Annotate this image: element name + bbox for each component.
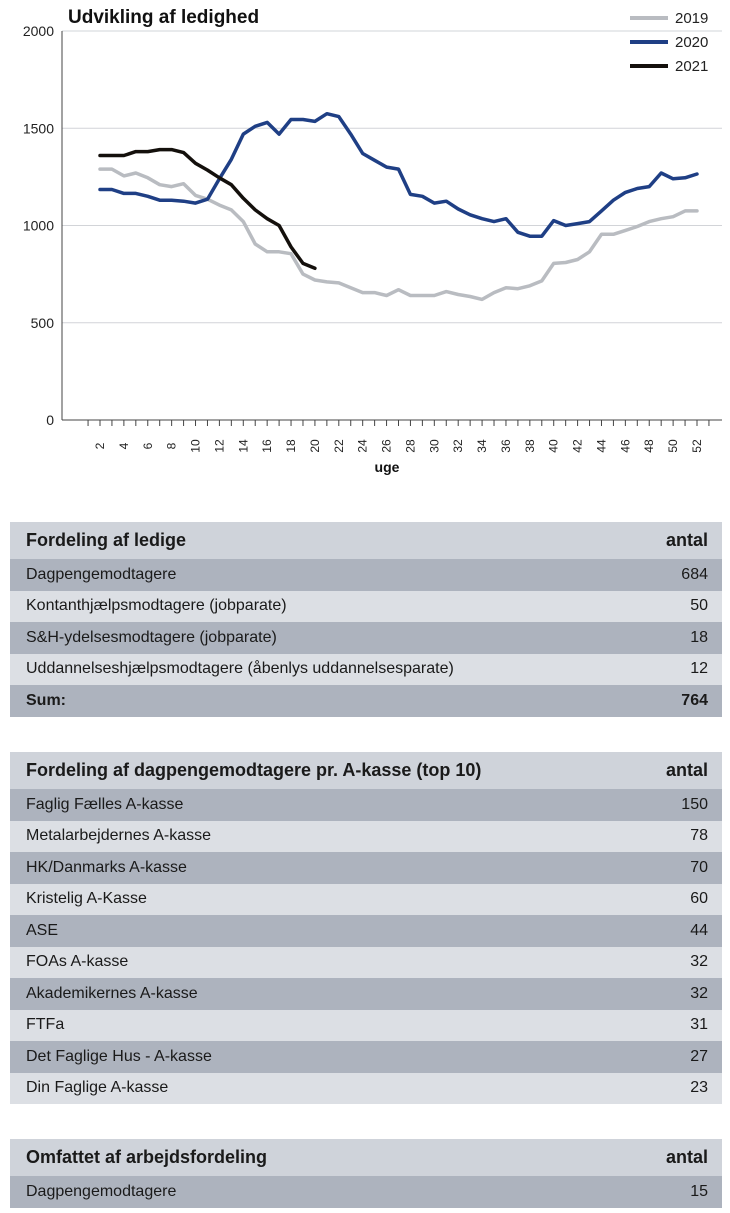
row-label: Det Faglige Hus - A-kasse [26, 1047, 212, 1065]
x-tick-label: 28 [403, 439, 418, 453]
series-line-2021 [100, 150, 315, 269]
table-row [10, 947, 722, 979]
x-tick-label: 20 [307, 439, 322, 453]
chart-title: Udvikling af ledighed [68, 7, 260, 28]
row-value: 12 [690, 660, 708, 678]
table-header [10, 752, 722, 789]
table-row [10, 978, 722, 1010]
table-row [10, 1073, 722, 1105]
row-value: 15 [690, 1182, 708, 1200]
column-header-antal: antal [665, 760, 708, 780]
table-row [10, 559, 722, 591]
x-tick-label: 22 [331, 439, 346, 453]
table-title: Fordeling af dagpengemodtagere pr. A-kasse (top 10) [26, 760, 482, 780]
table-row [10, 1010, 722, 1042]
table-row [10, 852, 722, 884]
x-tick-label: 36 [498, 439, 513, 453]
row-value: 684 [681, 565, 708, 583]
column-header-antal: antal [665, 530, 708, 550]
row-value: 70 [690, 858, 708, 876]
legend [630, 10, 708, 75]
grid-lines [62, 31, 722, 420]
x-axis-label: uge [374, 459, 400, 475]
x-tick-label: 34 [475, 439, 490, 453]
x-tick-label: 52 [690, 439, 704, 453]
x-tick-label: 8 [164, 442, 179, 450]
row-value: 18 [690, 628, 708, 646]
table-row [10, 884, 722, 916]
y-tick-label: 2000 [22, 23, 54, 39]
unemployment-chart [0, 0, 730, 490]
table-fordeling-akasse [10, 752, 722, 1104]
row-label: S&H-ydelsesmodtagere (jobparate) [26, 628, 277, 646]
column-header-antal: antal [665, 1147, 708, 1167]
row-label: Dagpengemodtagere [26, 565, 177, 583]
x-tick-label: 42 [570, 439, 585, 453]
x-tick-label: 4 [116, 442, 131, 450]
table-row-sum [10, 685, 722, 717]
x-tick-label: 38 [522, 439, 537, 453]
y-tick-label: 1000 [22, 217, 54, 234]
row-value: 50 [690, 597, 708, 615]
table-row [10, 789, 722, 821]
x-tick-label: 16 [260, 439, 275, 453]
table-row [10, 622, 722, 654]
row-label: Metalarbejdernes A-kasse [26, 827, 211, 845]
row-value: 31 [690, 1016, 708, 1034]
row-label: FOAs A-kasse [26, 953, 129, 971]
x-tick-label: 40 [546, 439, 561, 453]
table-row [10, 591, 722, 623]
x-tick-label: 26 [379, 439, 394, 453]
x-tick-label: 14 [236, 439, 251, 453]
row-value: 150 [681, 795, 708, 813]
row-label: Uddannelseshjælpsmodtagere (åbenlys uddannelsesparate) [26, 660, 454, 678]
x-tick-label: 10 [188, 439, 203, 453]
legend-label-2020: 2020 [675, 34, 709, 51]
y-tick-label: 500 [30, 314, 54, 331]
table-arbejdsfordeling [10, 1139, 722, 1208]
row-label: Kristelig A-Kasse [26, 890, 147, 908]
x-tick-label: 30 [427, 439, 442, 453]
x-axis [62, 31, 722, 453]
series-lines [100, 114, 697, 300]
legend-label-2021: 2021 [675, 58, 709, 75]
row-value: 60 [690, 890, 708, 908]
row-label: Akademikernes A-kasse [26, 984, 198, 1002]
table-header [10, 522, 722, 559]
row-value: 23 [690, 1079, 708, 1097]
row-value: 44 [690, 921, 708, 939]
row-label: Kontanthjælpsmodtagere (jobparate) [26, 597, 287, 615]
x-tick-label: 50 [666, 439, 681, 453]
row-label: Dagpengemodtagere [26, 1182, 177, 1200]
x-tick-label: 46 [618, 439, 633, 453]
table-row [10, 915, 722, 947]
x-tick-label: 24 [355, 439, 370, 453]
x-tick-label: 12 [212, 439, 227, 453]
table-title: Omfattet af arbejdsfordeling [26, 1147, 268, 1167]
row-label: FTFa [26, 1016, 65, 1034]
table-row [10, 821, 722, 853]
row-value: 78 [690, 827, 708, 845]
row-value: 764 [681, 691, 708, 709]
table-fordeling-ledige [10, 522, 722, 717]
y-tick-label: 1500 [22, 120, 54, 137]
table-row [10, 654, 722, 686]
y-tick-label: 0 [46, 412, 54, 428]
x-tick-label: 32 [451, 439, 466, 453]
row-label: Sum: [26, 691, 66, 709]
x-tick-label: 18 [284, 439, 299, 453]
series-line-2020 [100, 114, 697, 237]
series-line-2019 [100, 169, 697, 299]
row-value: 32 [690, 984, 708, 1002]
legend-label-2019: 2019 [675, 10, 709, 27]
x-tick-label: 2 [93, 442, 107, 450]
row-label: Din Faglige A-kasse [26, 1079, 169, 1097]
table-row [10, 1176, 722, 1208]
x-tick-label: 44 [594, 439, 609, 453]
table-header [10, 1139, 722, 1176]
y-axis-ticks [23, 23, 54, 428]
x-tick-label: 48 [642, 439, 657, 453]
row-label: HK/Danmarks A-kasse [26, 858, 187, 876]
row-value: 27 [690, 1047, 708, 1065]
table-row [10, 1041, 722, 1073]
x-tick-label: 6 [140, 442, 155, 450]
row-label: Faglig Fælles A-kasse [26, 795, 184, 813]
table-title: Fordeling af ledige [26, 530, 187, 550]
row-label: ASE [26, 921, 59, 939]
row-value: 32 [690, 953, 708, 971]
